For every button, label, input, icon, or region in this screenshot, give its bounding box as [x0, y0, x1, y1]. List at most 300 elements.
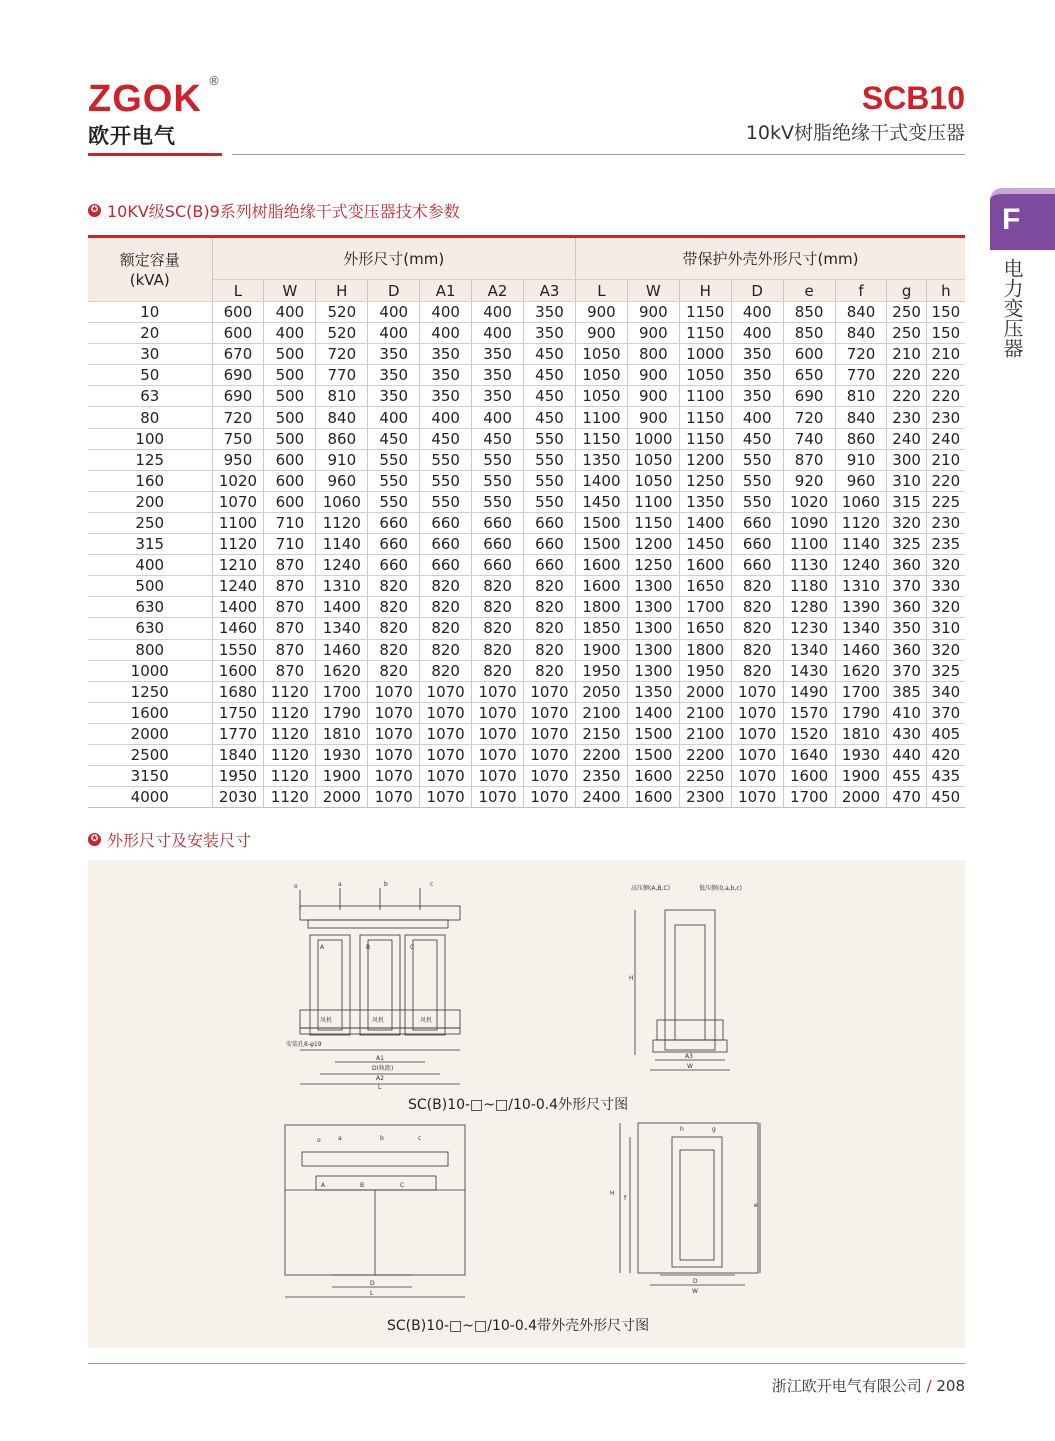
- table-cell: 870: [264, 555, 316, 576]
- table-cell: 1070: [472, 723, 524, 744]
- table-cell: 900: [627, 302, 679, 323]
- table-cell: 1070: [524, 787, 576, 808]
- table-cell: 1300: [627, 660, 679, 681]
- column-header: L: [575, 280, 627, 302]
- table-row: [88, 597, 965, 618]
- table-cell: 450: [368, 428, 420, 449]
- table-cell: 1790: [835, 702, 887, 723]
- table-cell: 385: [887, 681, 926, 702]
- capacity-cell: 2000: [88, 723, 212, 744]
- table-cell: 1050: [575, 386, 627, 407]
- table-cell: 1020: [783, 491, 835, 512]
- table-cell: 660: [368, 512, 420, 533]
- table-cell: 450: [524, 365, 576, 386]
- table-cell: 550: [368, 470, 420, 491]
- table-cell: 900: [627, 323, 679, 344]
- table-cell: 1070: [420, 723, 472, 744]
- table-cell: 1100: [679, 386, 731, 407]
- table-cell: 820: [524, 660, 576, 681]
- table-cell: 455: [887, 766, 926, 787]
- table-cell: 1070: [472, 744, 524, 765]
- table-cell: 1140: [316, 534, 368, 555]
- table-cell: 430: [887, 723, 926, 744]
- table-cell: 1600: [627, 787, 679, 808]
- table-cell: 1120: [264, 787, 316, 808]
- table-cell: 400: [472, 302, 524, 323]
- table-cell: 1150: [627, 512, 679, 533]
- table-cell: 550: [472, 491, 524, 512]
- table-cell: 315: [887, 491, 926, 512]
- table-cell: 1000: [679, 344, 731, 365]
- dim-a1: A1: [376, 1055, 384, 1062]
- table-cell: 400: [472, 407, 524, 428]
- table-row: [88, 618, 965, 639]
- column-header: A1: [420, 280, 472, 302]
- table-cell: 350: [731, 365, 783, 386]
- table-cell: 350: [420, 386, 472, 407]
- table-cell: 1790: [316, 702, 368, 723]
- table-cell: 550: [472, 470, 524, 491]
- table-cell: 1400: [679, 512, 731, 533]
- capacity-cell: 20: [88, 323, 212, 344]
- table-cell: 350: [420, 344, 472, 365]
- table-cell: 600: [212, 302, 264, 323]
- table-cell: 1340: [316, 618, 368, 639]
- table-cell: 870: [783, 449, 835, 470]
- table-row: [88, 428, 965, 449]
- capacity-cell: 160: [88, 470, 212, 491]
- table-cell: 2100: [575, 702, 627, 723]
- column-header: A2: [472, 280, 524, 302]
- side-lv-label: 低压侧(0,a,b,c): [699, 885, 743, 892]
- capacity-cell: 630: [88, 597, 212, 618]
- table-cell: 550: [731, 449, 783, 470]
- table-cell: 1070: [368, 702, 420, 723]
- table-cell: 1460: [835, 639, 887, 660]
- table-cell: 650: [783, 365, 835, 386]
- registered-mark: ®: [208, 74, 220, 88]
- table-cell: 1500: [627, 744, 679, 765]
- table-cell: 150: [926, 323, 965, 344]
- table-row: [88, 702, 965, 723]
- table-cell: 2050: [575, 681, 627, 702]
- table-cell: 1140: [835, 534, 887, 555]
- table-cell: 350: [472, 344, 524, 365]
- table-cell: 230: [926, 512, 965, 533]
- table-cell: 1240: [835, 555, 887, 576]
- table-cell: 500: [264, 386, 316, 407]
- table-cell: 1120: [212, 534, 264, 555]
- table-cell: 900: [627, 386, 679, 407]
- table-cell: 1550: [212, 639, 264, 660]
- table-cell: 370: [887, 660, 926, 681]
- dim-l: L: [378, 1084, 382, 1090]
- table-cell: 660: [368, 534, 420, 555]
- table-cell: 820: [472, 660, 524, 681]
- table-cell: 770: [835, 365, 887, 386]
- phase-a-label: A: [320, 944, 325, 951]
- table-cell: 1600: [679, 555, 731, 576]
- table-cell: 860: [316, 428, 368, 449]
- table-cell: 840: [835, 407, 887, 428]
- table-cell: 1390: [835, 597, 887, 618]
- terminal-o: o: [294, 883, 298, 890]
- table-cell: 1240: [212, 576, 264, 597]
- table-cell: 400: [731, 302, 783, 323]
- table-cell: 770: [316, 365, 368, 386]
- case-terminal-o: o: [317, 1137, 321, 1144]
- table-cell: 820: [368, 597, 420, 618]
- table-cell: 1300: [627, 597, 679, 618]
- table-cell: 500: [264, 428, 316, 449]
- table-cell: 360: [887, 639, 926, 660]
- table-cell: 1070: [731, 787, 783, 808]
- table-cell: 1070: [524, 681, 576, 702]
- table-cell: 810: [835, 386, 887, 407]
- table-cell: 1500: [575, 534, 627, 555]
- table-cell: 1600: [575, 555, 627, 576]
- table-cell: 150: [926, 302, 965, 323]
- table-cell: 1300: [627, 639, 679, 660]
- table-cell: 1150: [575, 428, 627, 449]
- case-terminal-c: c: [418, 1135, 422, 1142]
- table-cell: 1620: [835, 660, 887, 681]
- table-cell: 210: [926, 344, 965, 365]
- table-cell: 1070: [524, 744, 576, 765]
- table-cell: 310: [926, 618, 965, 639]
- table-cell: 710: [264, 512, 316, 533]
- table-cell: 220: [887, 386, 926, 407]
- footer: [772, 1375, 965, 1396]
- table-cell: 350: [524, 302, 576, 323]
- table-cell: 870: [264, 618, 316, 639]
- table-cell: 1150: [679, 323, 731, 344]
- table-cell: 1850: [575, 618, 627, 639]
- table-cell: 1250: [627, 555, 679, 576]
- capacity-cell: 250: [88, 512, 212, 533]
- spec-table: [88, 235, 965, 808]
- capacity-cell: 4000: [88, 787, 212, 808]
- table-cell: 310: [887, 470, 926, 491]
- table-cell: 660: [420, 512, 472, 533]
- table-cell: 820: [472, 597, 524, 618]
- table-cell: 820: [368, 660, 420, 681]
- table-cell: 350: [472, 386, 524, 407]
- table-row: [88, 365, 965, 386]
- phase-c-label: C: [410, 944, 415, 951]
- table-cell: 550: [368, 491, 420, 512]
- table-cell: 2200: [575, 744, 627, 765]
- table-cell: 420: [926, 744, 965, 765]
- table-cell: 550: [524, 428, 576, 449]
- table-cell: 1310: [835, 576, 887, 597]
- table-cell: 410: [887, 702, 926, 723]
- table-cell: 1650: [679, 618, 731, 639]
- table-cell: 1120: [835, 512, 887, 533]
- capacity-cell: 1000: [88, 660, 212, 681]
- table-cell: 1020: [212, 470, 264, 491]
- table-cell: 400: [731, 407, 783, 428]
- table-cell: 1460: [212, 618, 264, 639]
- table-cell: 1070: [731, 681, 783, 702]
- table-cell: 1450: [575, 491, 627, 512]
- table-cell: 1570: [783, 702, 835, 723]
- table-cell: 1070: [472, 702, 524, 723]
- footer-separator: /: [926, 1377, 932, 1395]
- capacity-cell: 500: [88, 576, 212, 597]
- table-cell: 1070: [472, 787, 524, 808]
- capacity-cell: 10: [88, 302, 212, 323]
- table-cell: 840: [835, 302, 887, 323]
- table-cell: 1930: [316, 744, 368, 765]
- phase-b-label: B: [366, 944, 371, 951]
- table-cell: 820: [420, 576, 472, 597]
- table-cell: 1120: [264, 766, 316, 787]
- table-cell: 820: [472, 576, 524, 597]
- table-row: [88, 787, 965, 808]
- table-cell: 1070: [731, 702, 783, 723]
- capacity-cell: 200: [88, 491, 212, 512]
- table-cell: 1120: [264, 702, 316, 723]
- terminal-c: c: [430, 881, 434, 888]
- table-cell: 440: [887, 744, 926, 765]
- table-cell: 1000: [627, 428, 679, 449]
- table-row: [88, 744, 965, 765]
- capacity-cell: 2500: [88, 744, 212, 765]
- table-cell: 1070: [420, 766, 472, 787]
- table-cell: 1700: [679, 597, 731, 618]
- table-cell: 400: [420, 302, 472, 323]
- table-cell: 1900: [835, 766, 887, 787]
- table-cell: 550: [420, 449, 472, 470]
- table-cell: 340: [926, 681, 965, 702]
- table-cell: 1070: [731, 766, 783, 787]
- case-side-dim-w: W: [692, 1288, 698, 1295]
- mount-hole-label: 安装孔8-φ19: [286, 1041, 322, 1048]
- table-cell: 450: [524, 386, 576, 407]
- drawing-front-view: [280, 880, 480, 1090]
- table-cell: 1050: [575, 344, 627, 365]
- case-terminal-b: b: [380, 1135, 384, 1142]
- table-cell: 820: [524, 618, 576, 639]
- table-cell: 1210: [212, 555, 264, 576]
- table-cell: 1070: [368, 744, 420, 765]
- table-cell: 400: [264, 323, 316, 344]
- table-cell: 220: [926, 470, 965, 491]
- chapter-tab: F: [990, 188, 1055, 250]
- table-cell: 950: [212, 449, 264, 470]
- brand-name-cn: 欧开电气: [88, 124, 176, 148]
- case-terminal-a: a: [338, 1135, 342, 1142]
- column-header: f: [835, 280, 887, 302]
- table-row: [88, 470, 965, 491]
- table-cell: 600: [264, 491, 316, 512]
- table-cell: 1700: [316, 681, 368, 702]
- table-row: [88, 344, 965, 365]
- table-cell: 2350: [575, 766, 627, 787]
- column-header: W: [627, 280, 679, 302]
- table-row: [88, 723, 965, 744]
- table-cell: 450: [731, 428, 783, 449]
- header-rule-accent: [88, 153, 222, 156]
- table-cell: 690: [212, 365, 264, 386]
- table-cell: 1770: [212, 723, 264, 744]
- table-cell: 1840: [212, 744, 264, 765]
- table-cell: 1900: [316, 766, 368, 787]
- table-cell: 670: [212, 344, 264, 365]
- table-cell: 450: [926, 787, 965, 808]
- brand-logo: [88, 74, 220, 150]
- table-cell: 1050: [679, 365, 731, 386]
- table-row: [88, 660, 965, 681]
- table-cell: 1500: [627, 723, 679, 744]
- column-header-row: [88, 280, 965, 302]
- table-cell: 220: [887, 365, 926, 386]
- brand-name: ZGOK: [88, 78, 202, 120]
- table-cell: 1400: [316, 597, 368, 618]
- table-cell: 2100: [679, 702, 731, 723]
- table-cell: 2300: [679, 787, 731, 808]
- column-header: H: [679, 280, 731, 302]
- table-row: [88, 491, 965, 512]
- table-cell: 1070: [472, 681, 524, 702]
- table-cell: 820: [368, 576, 420, 597]
- table-cell: 1300: [627, 576, 679, 597]
- table-cell: 450: [524, 344, 576, 365]
- table-cell: 2000: [316, 787, 368, 808]
- table-cell: 1650: [679, 576, 731, 597]
- table-cell: 1120: [264, 744, 316, 765]
- table-cell: 900: [627, 407, 679, 428]
- table-cell: 240: [926, 428, 965, 449]
- capacity-cell: 1600: [88, 702, 212, 723]
- dim-h: H: [629, 975, 634, 982]
- table-cell: 660: [420, 555, 472, 576]
- table-cell: 360: [887, 555, 926, 576]
- table-cell: 820: [731, 660, 783, 681]
- table-cell: 810: [316, 386, 368, 407]
- table-cell: 1070: [420, 744, 472, 765]
- table-cell: 870: [264, 576, 316, 597]
- table-cell: 350: [368, 344, 420, 365]
- table-cell: 850: [783, 302, 835, 323]
- table-row: [88, 302, 965, 323]
- table-row: [88, 407, 965, 428]
- table-cell: 1090: [783, 512, 835, 533]
- caption-drawing-2: SC(B)10-□~□/10-0.4带外壳外形尺寸图: [387, 1318, 650, 1334]
- column-header: D: [368, 280, 420, 302]
- header-group-case-dimensions: 带保护外壳外形尺寸(mm): [575, 237, 965, 280]
- table-cell: 2030: [212, 787, 264, 808]
- table-cell: 1600: [783, 766, 835, 787]
- table-cell: 2200: [679, 744, 731, 765]
- table-cell: 500: [264, 407, 316, 428]
- table-cell: 600: [264, 449, 316, 470]
- table-cell: 820: [524, 576, 576, 597]
- table-cell: 470: [887, 787, 926, 808]
- table-cell: 1600: [212, 660, 264, 681]
- table-cell: 225: [926, 491, 965, 512]
- star-bullet-icon: ✪: [88, 833, 101, 846]
- table-cell: 1600: [575, 576, 627, 597]
- capacity-cell: 125: [88, 449, 212, 470]
- table-cell: 1600: [627, 766, 679, 787]
- table-row: [88, 766, 965, 787]
- table-row: [88, 449, 965, 470]
- star-bullet-icon: ✪: [88, 204, 101, 217]
- table-row: [88, 681, 965, 702]
- table-cell: 550: [368, 449, 420, 470]
- table-cell: 660: [731, 534, 783, 555]
- table-cell: 870: [264, 639, 316, 660]
- table-cell: 400: [420, 323, 472, 344]
- table-cell: 1800: [575, 597, 627, 618]
- table-cell: 400: [472, 323, 524, 344]
- table-cell: 350: [731, 386, 783, 407]
- table-cell: 820: [731, 639, 783, 660]
- table-cell: 1810: [835, 723, 887, 744]
- table-cell: 550: [420, 491, 472, 512]
- capacity-cell: 400: [88, 555, 212, 576]
- table-cell: 230: [926, 407, 965, 428]
- capacity-cell: 100: [88, 428, 212, 449]
- table-cell: 520: [316, 323, 368, 344]
- table-cell: 1070: [524, 723, 576, 744]
- table-cell: 1120: [264, 681, 316, 702]
- table-cell: 660: [731, 512, 783, 533]
- case-dim-g: g: [712, 1126, 716, 1133]
- table-cell: 1430: [783, 660, 835, 681]
- table-cell: 1150: [679, 302, 731, 323]
- table-cell: 820: [368, 618, 420, 639]
- table-cell: 1200: [627, 534, 679, 555]
- table-cell: 660: [472, 534, 524, 555]
- table-cell: 1400: [627, 702, 679, 723]
- table-cell: 1900: [575, 639, 627, 660]
- table-cell: 1950: [575, 660, 627, 681]
- side-hv-label: 高压侧(A,B,C): [631, 885, 670, 892]
- table-cell: 910: [835, 449, 887, 470]
- table-cell: 1130: [783, 555, 835, 576]
- table-cell: 720: [783, 407, 835, 428]
- table-cell: 1100: [575, 407, 627, 428]
- table-cell: 720: [835, 344, 887, 365]
- column-header: e: [783, 280, 835, 302]
- table-cell: 1800: [679, 639, 731, 660]
- column-header: H: [316, 280, 368, 302]
- table-cell: 520: [316, 302, 368, 323]
- table-cell: 690: [783, 386, 835, 407]
- chapter-label: 电力变压器: [1000, 258, 1024, 358]
- table-cell: 1640: [783, 744, 835, 765]
- table-cell: 1620: [316, 660, 368, 681]
- table-cell: 660: [524, 534, 576, 555]
- table-cell: 235: [926, 534, 965, 555]
- case-dim-e: e: [754, 1202, 758, 1209]
- header-rule: [232, 154, 965, 155]
- table-cell: 850: [783, 323, 835, 344]
- product-code: SCB10: [861, 80, 965, 116]
- table-cell: 400: [264, 302, 316, 323]
- capacity-cell: 80: [88, 407, 212, 428]
- capacity-cell: 3150: [88, 766, 212, 787]
- table-cell: 1070: [524, 702, 576, 723]
- table-cell: 1700: [783, 787, 835, 808]
- table-cell: 1250: [679, 470, 731, 491]
- table-cell: 740: [783, 428, 835, 449]
- case-dim-l: L: [370, 1290, 374, 1297]
- table-cell: 1350: [679, 491, 731, 512]
